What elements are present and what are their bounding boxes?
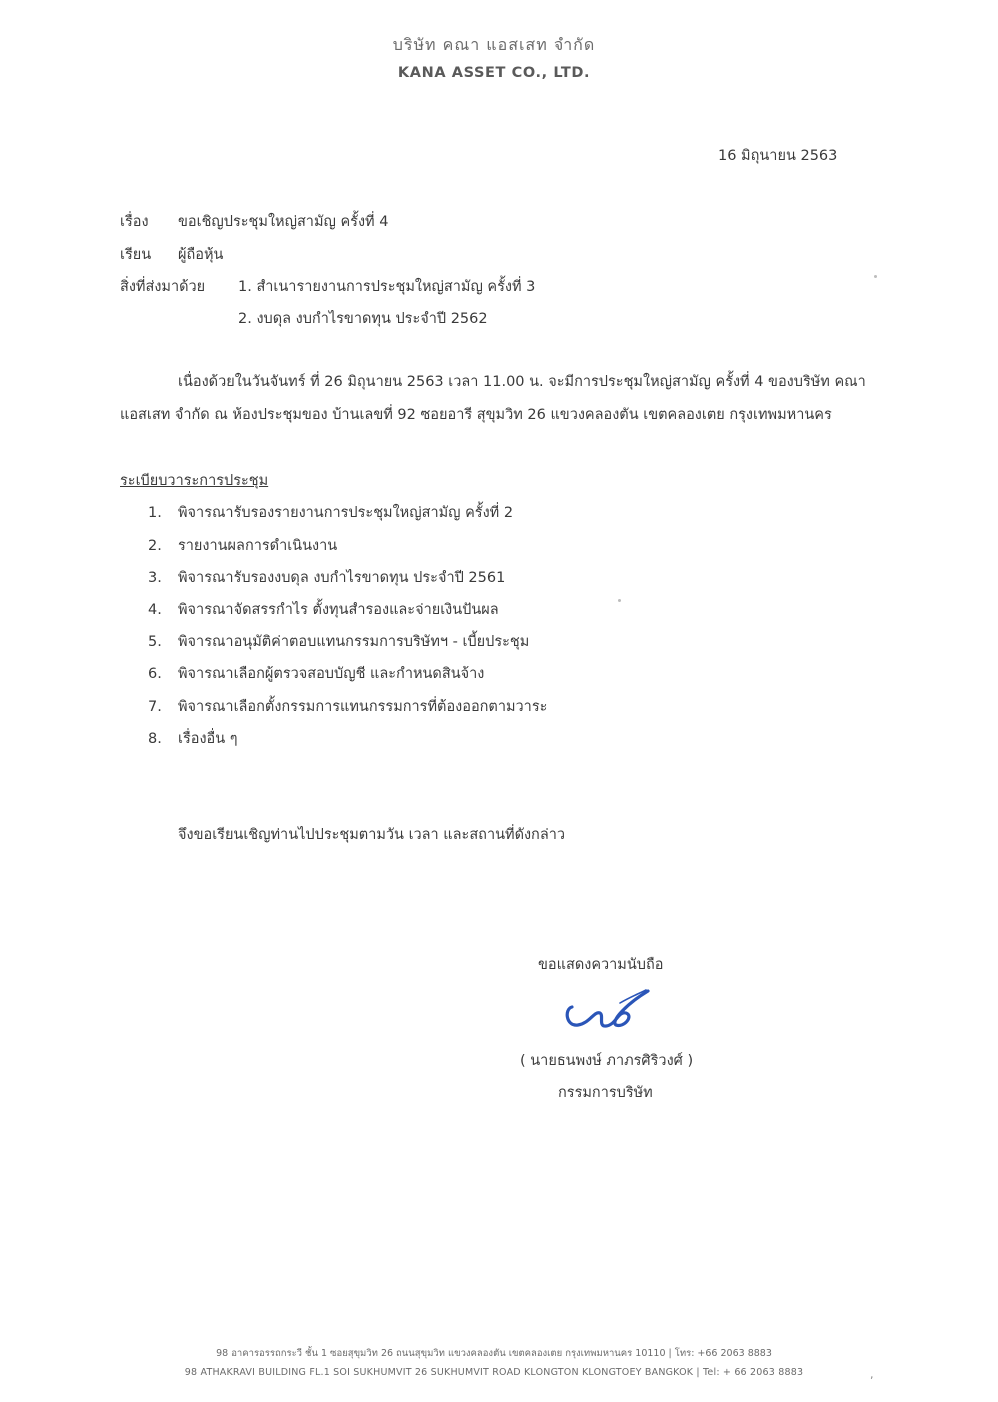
subject-value: ขอเชิญประชุมใหญ่สามัญ ครั้งที่ 4 [178,214,389,230]
footer-address-thai: 98 อาคารอรรถกระวี ชั้น 1 ซอยสุขุมวิท 26 ถนนสุขุมวิท แขวงคลองตัน เขตคลองเตย กรุงเทพมหานคร 10110 | โทร: +66 2063 8883 [216,1348,772,1359]
agenda-item [148,598,499,621]
agenda-item-number: 1. [148,505,162,521]
agenda-item-number: 5. [148,634,162,650]
recipient-value: ผู้ถือหุ้น [178,247,224,263]
body-paragraph-line: แอสเสท จำกัด ณ ห้องประชุมของ บ้านเลขที่ 92 ซอยอารี สุขุมวิท 26 แขวงคลองตัน เขตคลองเตย กรุงเทพมหานคร [120,407,832,423]
scan-speck [618,599,621,602]
agenda-item-number: 7. [148,699,162,715]
enclosure-item: 2. งบดุล งบกำไรขาดทุน ประจำปี 2562 [238,311,488,327]
agenda-item-number: 6. [148,666,162,682]
closing-line: จึงขอเรียนเชิญท่านไปประชุมตามวัน เวลา และสถานที่ดังกล่าว [178,827,566,843]
agenda-item-text: พิจารณาอนุมัติค่าตอบแทนกรรมการบริษัทฯ - เบี้ยประชุม [178,634,530,650]
recipient-label: เรียน [120,247,152,263]
agenda-item-number: 3. [148,570,162,586]
agenda-item [148,534,337,557]
agenda-item-number: 2. [148,538,162,554]
agenda-item [148,501,513,524]
agenda-item [148,727,238,750]
agenda-item-number: 8. [148,731,162,747]
signatory-name: ( นายธนพงษ์ ภาภรศิริวงศ์ ) [520,1053,694,1069]
body-paragraph-line: เนื่องด้วยในวันจันทร์ ที่ 26 มิถุนายน 2563 เวลา 11.00 น. จะมีการประชุมใหญ่สามัญ ครั้งที่ 4 ของบริษัท คณา [178,374,866,390]
company-name-thai: บริษัท คณา แอสเสท จำกัด [392,35,596,54]
agenda-item-text: พิจารณาเลือกตั้งกรรมการแทนกรรมการที่ต้องออกตามวาระ [178,699,548,715]
footer-mark: , [870,1368,874,1381]
agenda-title: ระเบียบวาระการประชุม [120,473,269,489]
company-name-english: KANA ASSET CO., LTD. [397,65,591,81]
agenda-item [148,662,484,685]
agenda-item-text: เรื่องอื่น ๆ [178,731,238,747]
agenda-item [148,695,547,718]
agenda-item-number: 4. [148,602,162,618]
agenda-item-text: พิจารณารับรองรายงานการประชุมใหญ่สามัญ ครั้งที่ 2 [178,505,514,521]
scan-speck [874,275,877,278]
handwritten-signature [560,983,655,1038]
signature-stroke [567,991,648,1026]
agenda-item-text: พิจารณาเลือกผู้ตรวจสอบบัญชี และกำหนดสินจ้าง [178,666,485,682]
signatory-position: กรรมการบริษัท [558,1085,653,1101]
agenda-item [148,630,529,653]
letter-date: 16 มิถุนายน 2563 [718,148,838,164]
agenda-item-text: พิจารณาจัดสรรกำไร ตั้งทุนสำรองและจ่ายเงินปันผล [178,602,499,618]
complimentary-close: ขอแสดงความนับถือ [538,957,664,973]
subject-label: เรื่อง [120,214,149,230]
agenda-item [148,566,505,589]
agenda-item-text: รายงานผลการดำเนินงาน [178,538,338,554]
enclosures-label: สิ่งที่ส่งมาด้วย [120,279,206,295]
enclosure-item: 1. สำเนารายงานการประชุมใหญ่สามัญ ครั้งที่ 3 [238,279,536,295]
footer-address-english: 98 ATHAKRAVI BUILDING FL.1 SOI SUKHUMVIT 26 SUKHUMVIT ROAD KLONGTON KLONGTOEY BANGKOK | Tel: + 66 2063 8883 [184,1367,804,1378]
agenda-item-text: พิจารณารับรองงบดุล งบกำไรขาดทุน ประจำปี 2561 [178,570,506,586]
